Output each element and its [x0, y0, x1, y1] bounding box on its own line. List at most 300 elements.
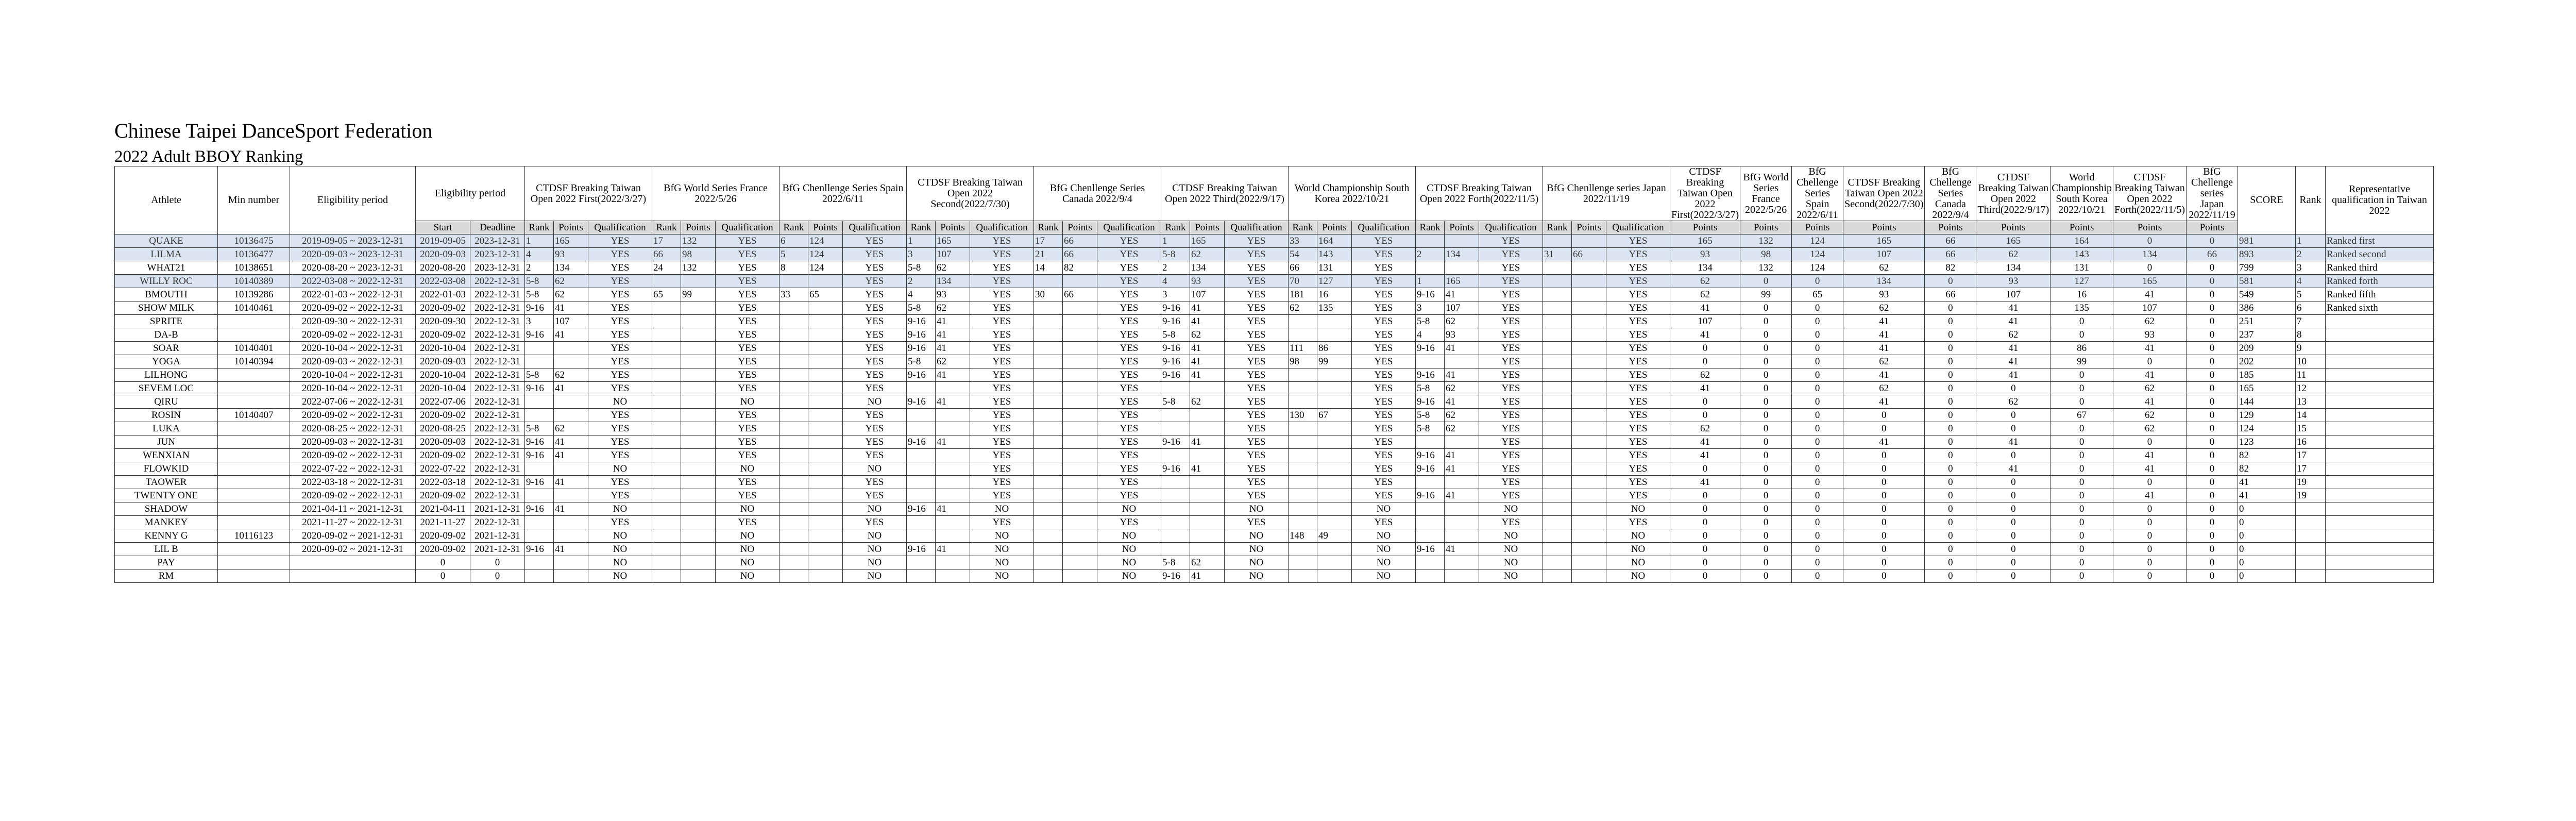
event-qualification: NO: [1097, 529, 1161, 543]
event-points: [936, 489, 970, 502]
summary-points: 0: [1792, 328, 1843, 342]
event-rank: [652, 395, 681, 409]
event-qualification: YES: [1097, 275, 1161, 288]
min-number: 10140394: [218, 355, 290, 368]
header-event-qualification: Qualification: [1479, 221, 1543, 234]
summary-points: 0: [1740, 409, 1792, 422]
summary-points: 62: [1976, 395, 2050, 409]
event-points: [1063, 382, 1097, 395]
representative-qualification: [2326, 382, 2434, 395]
representative-qualification: Ranked third: [2326, 261, 2434, 275]
event-points: 41: [554, 301, 588, 315]
summary-points: 134: [1670, 261, 1740, 275]
summary-points: 62: [2113, 409, 2186, 422]
event-points: 67: [1317, 409, 1352, 422]
event-points: 66: [1572, 248, 1606, 261]
athlete-name: WHAT21: [115, 261, 218, 275]
event-points: [1317, 502, 1352, 516]
start-date: 2020-09-02: [416, 543, 470, 556]
event-points: [1572, 556, 1606, 569]
deadline-date: 2022-12-31: [470, 301, 525, 315]
summary-points: 0: [1670, 502, 1740, 516]
header-event-rank: Rank: [1034, 221, 1063, 234]
score: 82: [2238, 462, 2296, 476]
event-qualification: YES: [843, 328, 907, 342]
table-row: [115, 489, 2434, 502]
representative-qualification: Ranked second: [2326, 248, 2434, 261]
event-rank: 5-8: [1416, 382, 1445, 395]
event-rank: [1161, 409, 1190, 422]
summary-points: 41: [1976, 315, 2050, 328]
event-qualification: YES: [970, 248, 1034, 261]
event-points: [1572, 516, 1606, 529]
table-row: [115, 275, 2434, 288]
event-points: [1445, 476, 1479, 489]
score: 0: [2238, 556, 2296, 569]
event-rank: 9-16: [907, 502, 936, 516]
event-rank: [779, 422, 808, 435]
deadline-date: 2022-12-31: [470, 328, 525, 342]
event-points: [1063, 569, 1097, 583]
summary-points: 0: [2113, 516, 2186, 529]
event-points: [1572, 502, 1606, 516]
event-rank: [1543, 275, 1572, 288]
event-rank: [1543, 382, 1572, 395]
event-rank: [907, 449, 936, 462]
event-rank: 9-16: [907, 435, 936, 449]
event-rank: [525, 569, 554, 583]
event-rank: [779, 328, 808, 342]
deadline-date: 0: [470, 556, 525, 569]
event-qualification: YES: [1097, 435, 1161, 449]
table-row: [115, 556, 2434, 569]
summary-points: 16: [2050, 288, 2113, 301]
summary-points: 124: [1792, 248, 1843, 261]
event-qualification: NO: [588, 502, 652, 516]
header-event-qualification: Qualification: [588, 221, 652, 234]
event-qualification: NO: [1479, 569, 1543, 583]
event-points: 135: [1317, 301, 1352, 315]
event-qualification: YES: [1097, 355, 1161, 368]
athlete-name: MANKEY: [115, 516, 218, 529]
eligibility-period: 2020-09-02 ~ 2022-12-31: [290, 449, 416, 462]
event-points: [808, 301, 843, 315]
ranking-table-body: [115, 234, 2434, 583]
event-rank: 3: [907, 248, 936, 261]
eligibility-period: 2020-09-02 ~ 2022-12-31: [290, 489, 416, 502]
score: 581: [2238, 275, 2296, 288]
event-points: [1063, 275, 1097, 288]
event-rank: [652, 328, 681, 342]
athlete-name: LILHONG: [115, 368, 218, 382]
event-points: [1317, 489, 1352, 502]
representative-qualification: [2326, 449, 2434, 462]
eligibility-period: 2022-03-08 ~ 2022-12-31: [290, 275, 416, 288]
summary-points: 41: [2113, 288, 2186, 301]
event-points: 41: [936, 543, 970, 556]
event-rank: [1543, 462, 1572, 476]
summary-points: 0: [1925, 569, 1976, 583]
header-event-qualification: Qualification: [1352, 221, 1416, 234]
summary-points: 0: [2187, 462, 2238, 476]
representative-qualification: [2326, 435, 2434, 449]
summary-points: 0: [1740, 355, 1792, 368]
summary-points: 62: [1670, 368, 1740, 382]
summary-points: 0: [2113, 569, 2186, 583]
event-rank: 9-16: [1161, 342, 1190, 355]
event-points: 41: [1190, 342, 1225, 355]
event-rank: 5-8: [1161, 395, 1190, 409]
event-rank: [525, 529, 554, 543]
table-row: [115, 328, 2434, 342]
event-qualification: YES: [1352, 422, 1416, 435]
score: 251: [2238, 315, 2296, 328]
final-rank: [2296, 516, 2326, 529]
event-points: 62: [936, 301, 970, 315]
event-rank: [525, 395, 554, 409]
event-rank: 17: [1034, 234, 1063, 248]
summary-points: 0: [2050, 529, 2113, 543]
event-points: 41: [1190, 435, 1225, 449]
summary-points: 132: [1740, 261, 1792, 275]
summary-points: 0: [2187, 301, 2238, 315]
event-qualification: YES: [843, 288, 907, 301]
header-summary-points: Points: [1925, 221, 1976, 234]
table-row: [115, 409, 2434, 422]
summary-points: 0: [2187, 449, 2238, 462]
event-qualification: NO: [588, 569, 652, 583]
event-qualification: YES: [588, 449, 652, 462]
event-qualification: YES: [1097, 342, 1161, 355]
event-rank: [1289, 476, 1317, 489]
event-rank: 24: [652, 261, 681, 275]
event-qualification: YES: [1606, 462, 1670, 476]
event-points: [1063, 328, 1097, 342]
event-points: [1190, 502, 1225, 516]
header-event: CTDSF Breaking Taiwan Open 2022 First(2022/3/27): [525, 166, 652, 221]
summary-points: 0: [1925, 328, 1976, 342]
event-points: [681, 476, 716, 489]
summary-points: 127: [2050, 275, 2113, 288]
event-rank: [1034, 502, 1063, 516]
summary-points: 0: [1843, 409, 1925, 422]
event-qualification: YES: [843, 275, 907, 288]
event-qualification: YES: [1606, 234, 1670, 248]
summary-points: 41: [1670, 435, 1740, 449]
score: 549: [2238, 288, 2296, 301]
event-rank: 33: [1289, 234, 1317, 248]
event-qualification: YES: [970, 315, 1034, 328]
event-rank: 9-16: [1161, 301, 1190, 315]
event-qualification: YES: [970, 368, 1034, 382]
summary-points: 0: [1925, 449, 1976, 462]
event-points: [1572, 342, 1606, 355]
event-points: [1317, 569, 1352, 583]
event-qualification: YES: [1097, 234, 1161, 248]
event-points: [1063, 368, 1097, 382]
table-row: [115, 261, 2434, 275]
event-qualification: NO: [1606, 569, 1670, 583]
event-qualification: YES: [843, 476, 907, 489]
event-points: [681, 382, 716, 395]
event-points: [1317, 556, 1352, 569]
event-points: 41: [936, 395, 970, 409]
final-rank: [2296, 556, 2326, 569]
representative-qualification: [2326, 489, 2434, 502]
min-number: 10139286: [218, 288, 290, 301]
summary-points: 0: [2187, 489, 2238, 502]
event-points: 124: [808, 234, 843, 248]
min-number: 10138651: [218, 261, 290, 275]
event-rank: [652, 382, 681, 395]
event-points: [1572, 529, 1606, 543]
final-rank: [2296, 529, 2326, 543]
event-points: [1572, 355, 1606, 368]
event-rank: 9-16: [907, 342, 936, 355]
event-qualification: NO: [970, 502, 1034, 516]
summary-points: 0: [1792, 556, 1843, 569]
event-points: [1317, 395, 1352, 409]
event-points: 62: [554, 422, 588, 435]
event-qualification: YES: [970, 261, 1034, 275]
representative-qualification: Ranked forth: [2326, 275, 2434, 288]
event-rank: [652, 543, 681, 556]
event-qualification: YES: [588, 328, 652, 342]
event-qualification: YES: [1352, 395, 1416, 409]
event-rank: [652, 502, 681, 516]
summary-points: 62: [1843, 382, 1925, 395]
event-points: 16: [1317, 288, 1352, 301]
deadline-date: 2021-12-31: [470, 543, 525, 556]
event-qualification: NO: [1097, 556, 1161, 569]
summary-points: 0: [1670, 395, 1740, 409]
event-qualification: YES: [1225, 234, 1289, 248]
event-points: 41: [1445, 368, 1479, 382]
athlete-name: SHOW MILK: [115, 301, 218, 315]
deadline-date: 2022-12-31: [470, 368, 525, 382]
header-event-rank: Rank: [1289, 221, 1317, 234]
event-points: [808, 342, 843, 355]
event-points: 165: [1445, 275, 1479, 288]
event-points: [808, 328, 843, 342]
event-qualification: YES: [1097, 409, 1161, 422]
header-event-points: Points: [1190, 221, 1225, 234]
event-qualification: YES: [716, 328, 779, 342]
header-summary-event: BfG Chellenge series Japan 2022/11/19: [2187, 166, 2238, 221]
header-summary-event: CTDSF Breaking Taiwan Open 2022 First(2022/3/27): [1670, 166, 1740, 221]
summary-points: 41: [2113, 489, 2186, 502]
event-points: [1063, 449, 1097, 462]
header-athlete: Athlete: [115, 166, 218, 234]
event-qualification: YES: [1606, 248, 1670, 261]
event-qualification: YES: [1225, 435, 1289, 449]
summary-points: 0: [1740, 315, 1792, 328]
event-qualification: YES: [1606, 476, 1670, 489]
event-points: [1063, 342, 1097, 355]
event-qualification: YES: [588, 382, 652, 395]
eligibility-period: 2020-09-03 ~ 2023-12-31: [290, 248, 416, 261]
header-event-points: Points: [1445, 221, 1479, 234]
event-points: [936, 409, 970, 422]
eligibility-period: 2020-08-25 ~ 2022-12-31: [290, 422, 416, 435]
summary-points: 0: [2050, 328, 2113, 342]
summary-points: 0: [1925, 395, 1976, 409]
event-rank: 66: [652, 248, 681, 261]
event-qualification: YES: [588, 301, 652, 315]
event-rank: [652, 435, 681, 449]
score: 893: [2238, 248, 2296, 261]
event-rank: 2: [525, 261, 554, 275]
event-points: 41: [554, 328, 588, 342]
summary-points: 0: [1740, 449, 1792, 462]
event-qualification: NO: [970, 543, 1034, 556]
event-qualification: YES: [716, 301, 779, 315]
event-qualification: YES: [1225, 422, 1289, 435]
event-rank: [1034, 476, 1063, 489]
athlete-name: QIRU: [115, 395, 218, 409]
event-rank: [652, 422, 681, 435]
event-qualification: NO: [843, 502, 907, 516]
event-qualification: YES: [970, 409, 1034, 422]
summary-points: 0: [2050, 569, 2113, 583]
event-qualification: YES: [1479, 422, 1543, 435]
athlete-name: BMOUTH: [115, 288, 218, 301]
eligibility-period: 2020-09-02 ~ 2021-12-31: [290, 543, 416, 556]
event-rank: [1034, 462, 1063, 476]
summary-points: 93: [1670, 248, 1740, 261]
event-rank: 4: [525, 248, 554, 261]
event-qualification: YES: [716, 315, 779, 328]
event-points: [1063, 422, 1097, 435]
min-number: [218, 315, 290, 328]
event-points: 41: [1445, 395, 1479, 409]
event-rank: [1034, 355, 1063, 368]
event-qualification: YES: [588, 422, 652, 435]
summary-points: 0: [2113, 355, 2186, 368]
final-rank: 9: [2296, 342, 2326, 355]
summary-points: 0: [1792, 368, 1843, 382]
ranking-table: [114, 166, 2434, 583]
athlete-name: LUKA: [115, 422, 218, 435]
event-rank: [907, 462, 936, 476]
event-points: [1317, 315, 1352, 328]
event-qualification: YES: [1225, 449, 1289, 462]
event-points: [681, 355, 716, 368]
min-number: [218, 543, 290, 556]
eligibility-period: [290, 569, 416, 583]
event-points: [1063, 516, 1097, 529]
event-qualification: YES: [1225, 476, 1289, 489]
event-rank: 5-8: [907, 261, 936, 275]
page-title: Chinese Taipei DanceSport Federation: [114, 119, 433, 142]
event-qualification: YES: [1225, 409, 1289, 422]
event-qualification: YES: [1225, 382, 1289, 395]
summary-points: 0: [1792, 543, 1843, 556]
event-qualification: YES: [1479, 395, 1543, 409]
event-rank: [652, 275, 681, 288]
representative-qualification: [2326, 569, 2434, 583]
summary-points: 0: [1843, 502, 1925, 516]
event-qualification: YES: [970, 516, 1034, 529]
representative-qualification: [2326, 422, 2434, 435]
event-rank: 3: [1416, 301, 1445, 315]
representative-qualification: [2326, 516, 2434, 529]
event-qualification: YES: [970, 301, 1034, 315]
event-points: 49: [1317, 529, 1352, 543]
event-rank: 4: [907, 288, 936, 301]
event-rank: [779, 489, 808, 502]
event-qualification: YES: [1352, 435, 1416, 449]
summary-points: 41: [1670, 476, 1740, 489]
event-qualification: YES: [843, 355, 907, 368]
event-points: 93: [554, 248, 588, 261]
start-date: 2022-03-18: [416, 476, 470, 489]
athlete-name: LIL B: [115, 543, 218, 556]
event-points: [681, 409, 716, 422]
min-number: 10136475: [218, 234, 290, 248]
event-rank: [1543, 315, 1572, 328]
event-rank: [779, 462, 808, 476]
event-points: 134: [1445, 248, 1479, 261]
event-qualification: YES: [716, 368, 779, 382]
event-rank: [652, 315, 681, 328]
representative-qualification: [2326, 502, 2434, 516]
summary-points: 41: [1670, 301, 1740, 315]
event-points: [936, 462, 970, 476]
min-number: 10140401: [218, 342, 290, 355]
event-qualification: YES: [588, 489, 652, 502]
event-qualification: NO: [716, 556, 779, 569]
event-qualification: YES: [1479, 261, 1543, 275]
summary-points: 0: [2187, 275, 2238, 288]
event-rank: 5-8: [1161, 328, 1190, 342]
event-points: 62: [1445, 382, 1479, 395]
final-rank: [2296, 543, 2326, 556]
table-row: [115, 569, 2434, 583]
event-qualification: YES: [1352, 342, 1416, 355]
event-qualification: YES: [716, 234, 779, 248]
event-rank: 9-16: [1416, 462, 1445, 476]
athlete-name: QUAKE: [115, 234, 218, 248]
summary-points: 98: [1740, 248, 1792, 261]
event-qualification: YES: [1225, 248, 1289, 261]
summary-points: 107: [1670, 315, 1740, 328]
event-points: 165: [1190, 234, 1225, 248]
start-date: 2020-10-04: [416, 342, 470, 355]
event-points: 62: [1190, 248, 1225, 261]
final-rank: 16: [2296, 435, 2326, 449]
event-qualification: YES: [1606, 422, 1670, 435]
event-qualification: YES: [970, 328, 1034, 342]
final-rank: 4: [2296, 275, 2326, 288]
event-rank: 5-8: [1161, 248, 1190, 261]
event-qualification: YES: [1097, 288, 1161, 301]
summary-points: 0: [1792, 489, 1843, 502]
event-rank: [1034, 489, 1063, 502]
event-points: [1190, 476, 1225, 489]
final-rank: 11: [2296, 368, 2326, 382]
event-rank: [1543, 422, 1572, 435]
summary-points: 41: [2113, 462, 2186, 476]
event-qualification: YES: [1479, 462, 1543, 476]
table-row: [115, 422, 2434, 435]
score: 209: [2238, 342, 2296, 355]
summary-points: 0: [1740, 489, 1792, 502]
event-rank: 9-16: [525, 435, 554, 449]
table-row: [115, 502, 2434, 516]
event-rank: 5-8: [1416, 422, 1445, 435]
eligibility-period: 2020-08-20 ~ 2023-12-31: [290, 261, 416, 275]
